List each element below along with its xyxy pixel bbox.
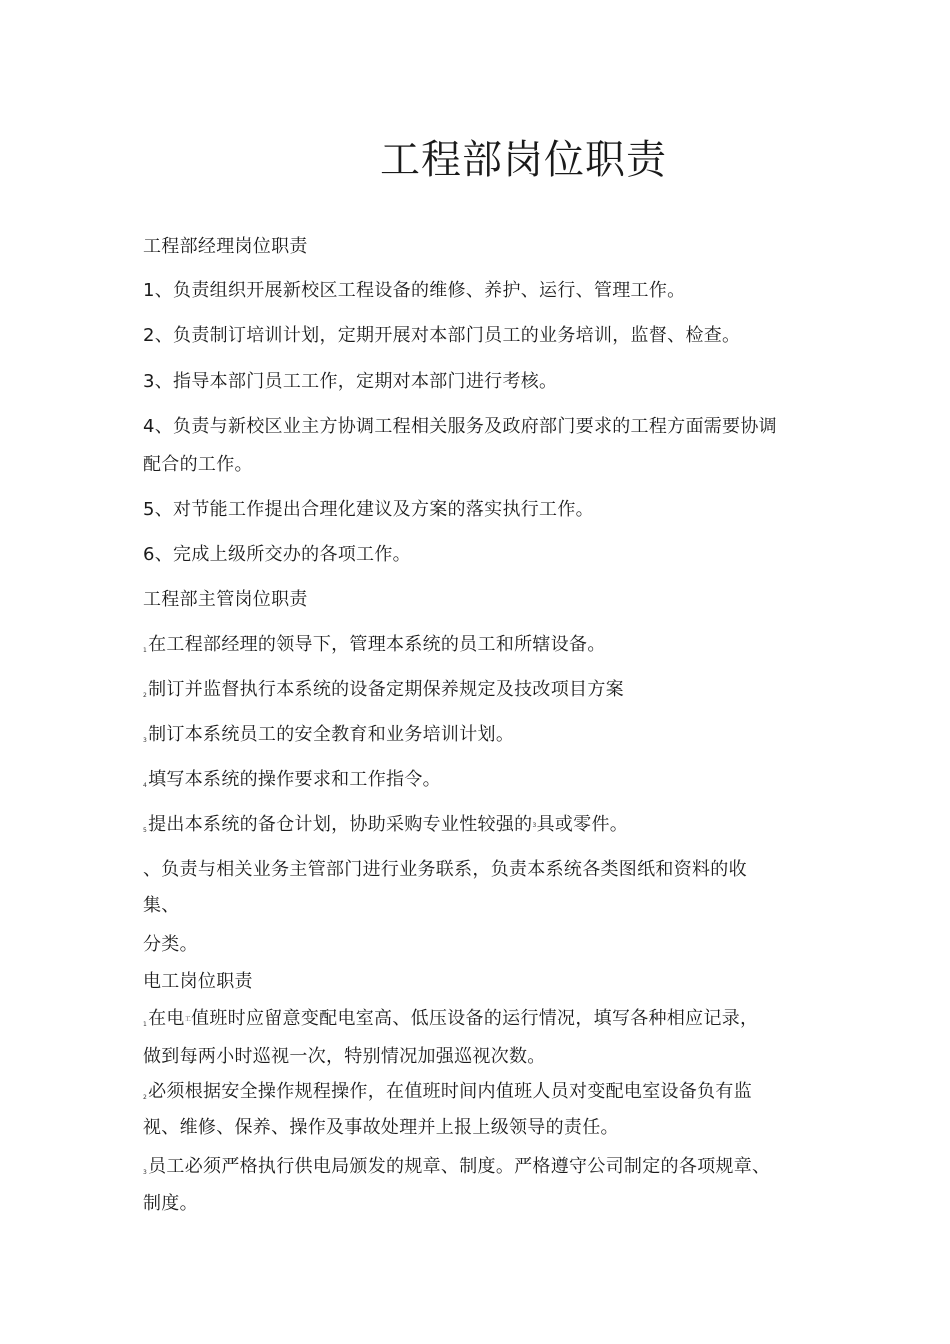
electrician-duty-3 [143,1152,770,1178]
supervisor-duty-6-cont: 集、 [143,895,180,916]
page-title: 工程部岗位职责 [380,137,667,183]
supervisor-duty-5-text-end: 具或零件。 [536,814,629,835]
supervisor-duty-4 [143,765,441,791]
electrician-duty-3-text: 员工必须严格执行供电局颁发的规章、制度。严格遵守公司制定的各项规章、 [148,1156,771,1177]
electrician-duty-2-cont: 视、维修、保养、操作及事故处理并上报上级领导的责任。 [143,1117,619,1138]
item-marker: 2 [143,1094,148,1101]
manager-duty-3: 3、指导本部门员工工作，定期对本部门进行考核。 [143,371,558,392]
electrician-duty-2-text: 必须根据安全操作规程操作，在值班时间内值班人员对变配电室设备负有监 [148,1081,753,1102]
supervisor-duty-4-text: 填写本系统的操作要求和工作指令。 [148,769,441,790]
electrician-duty-2 [143,1077,752,1103]
manager-duty-2: 2、负责制订培训计划，定期开展对本部门员工的业务培训，监督、检查。 [143,325,741,346]
supervisor-duty-3-text: 制订本系统员工的安全教育和业务培训计划。 [148,724,515,745]
manager-duty-5: 5、对节能工作提出合理化建议及方案的落实执行工作。 [143,499,594,520]
supervisor-duty-2 [143,675,624,701]
section-heading-manager: 工程部经理岗位职责 [143,236,308,257]
inline-marker: 工 [184,1016,192,1023]
inline-marker: 3 [532,822,537,829]
section-heading-electrician: 电工岗位职责 [143,971,253,992]
electrician-duty-1-cont: 做到每两小时巡视一次，特别情况加强巡视次数。 [143,1046,546,1067]
supervisor-duty-6: 、负责与相关业务主管部门进行业务联系，负责本系统各类图纸和资料的收 [143,859,747,880]
electrician-duty-1 [143,1004,758,1030]
electrician-duty-1-text-start: 在电 [148,1008,185,1029]
item-marker: 1 [143,647,148,654]
electrician-duty-3-cont: 制度。 [143,1193,198,1214]
supervisor-duty-2-text: 制订并监督执行本系统的设备定期保养规定及技改项目方案 [148,679,624,700]
section-heading-supervisor: 工程部主管岗位职责 [143,589,308,610]
item-marker: 3 [143,1169,148,1176]
supervisor-duty-1 [143,630,606,656]
manager-duty-4: 4、负责与新校区业主方协调工程相关服务及政府部门要求的工程方面需要协调 [143,416,777,437]
supervisor-duty-5 [143,810,628,836]
supervisor-duty-6-cont-2: 分类。 [143,934,198,955]
item-marker: 5 [143,827,148,834]
manager-duty-6: 6、完成上级所交办的各项工作。 [143,544,411,565]
electrician-duty-1-text: 值班时应留意变配电室高、低压设备的运行情况，填写各种相应记录， [191,1008,759,1029]
item-marker: 2 [143,692,148,699]
item-marker: 4 [143,782,148,789]
item-marker: 3 [143,737,148,744]
manager-duty-1: 1、负责组织开展新校区工程设备的维修、养护、运行、管理工作。 [143,280,686,301]
manager-duty-4-cont: 配合的工作。 [143,454,253,475]
supervisor-duty-3 [143,720,514,746]
supervisor-duty-5-text: 提出本系统的备仓计划，协助采购专业性较强的 [148,814,533,835]
supervisor-duty-1-text: 在工程部经理的领导下，管理本系统的员工和所辖设备。 [148,634,606,655]
item-marker: 1 [143,1021,148,1028]
